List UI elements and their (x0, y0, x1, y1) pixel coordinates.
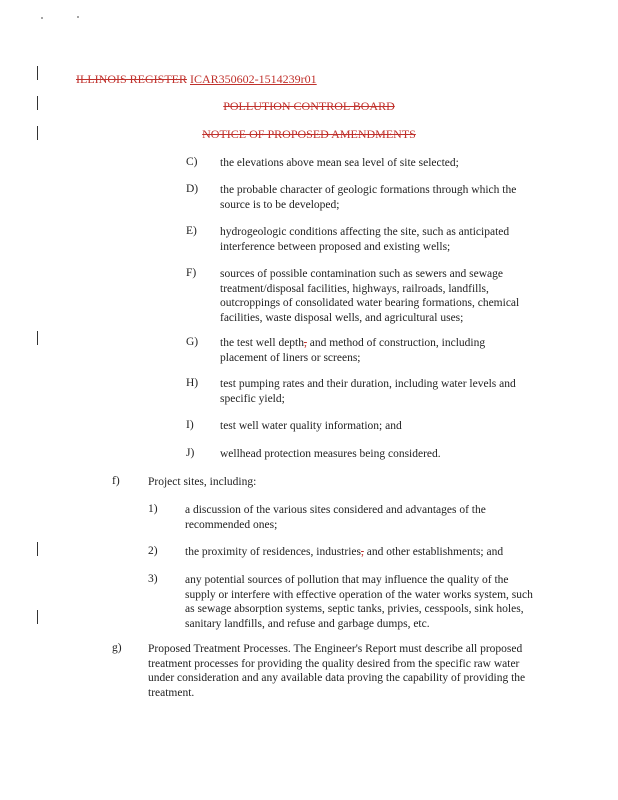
register-header (76, 72, 317, 87)
deleted-comma: , (360, 546, 364, 558)
board-title: POLLUTION CONTROL BOARD (223, 99, 395, 113)
item-text: the elevations above mean sea level of site selected; (220, 157, 459, 169)
change-bar (37, 331, 38, 345)
item-text: any potential sources of pollution that may influence the quality of the supply or interfere with effective operation of the water works system, such as sewage absorption systems, septic tanks, privies, cesspools, sink holes, sanitary landfills, and refuse and garbage dumps, etc. (185, 574, 533, 630)
section-text: Proposed Treatment Processes. The Engineer's Report must describe all proposed treatment processes for providing the quality desired from the specific raw water under consideration and any available data proving the capability of providing the treatment. (148, 643, 526, 699)
item-label: E) (186, 225, 197, 237)
item-label: D) (186, 183, 199, 195)
item-label: I) (186, 419, 194, 431)
deleted-comma: , (304, 337, 307, 349)
item-label: G) (186, 336, 199, 348)
item-text: test well water quality information; and (220, 420, 402, 432)
item-text-part: and method of construction, including placement of liners or screens; (220, 337, 486, 364)
item-label: 2) (148, 545, 158, 557)
item-text: a discussion of the various sites considered and advantages of the recommended ones; (185, 504, 486, 531)
scan-speck (41, 17, 43, 19)
item-text: sources of possible contamination such as sewers and sewage treatment/disposal facilities, highways, railroads, landfills, outcroppings of consolidated water bearing formations, chemical facilities, waste disposal wells, and agricultural uses; (220, 268, 520, 324)
section-label: g) (112, 642, 122, 654)
item-text (185, 545, 530, 560)
item-text: the probable character of geologic formations through which the source is to be developed; (220, 184, 517, 211)
notice-title: NOTICE OF PROPOSED AMENDMENTS (202, 127, 416, 141)
register-struck: ILLINOIS REGISTER (76, 72, 187, 86)
scan-speck (77, 16, 79, 18)
change-bar (37, 66, 38, 80)
item-text: wellhead protection measures being considered. (220, 448, 441, 460)
item-label: C) (186, 156, 198, 168)
item-label: F) (186, 267, 197, 279)
register-inserted: ICAR350602-1514239r01 (190, 72, 317, 86)
item-text-part: the proximity of residences, industries (185, 546, 361, 558)
change-bar (37, 610, 38, 624)
item-text: test pumping rates and their duration, including water levels and specific yield; (220, 378, 516, 405)
section-title: Project sites, including: (148, 476, 257, 488)
section-label: f) (112, 475, 120, 487)
item-text-part: and other establishments; and (363, 546, 504, 558)
item-text-part: the test well depth (220, 337, 304, 349)
item-label: H) (186, 377, 199, 389)
item-text (220, 336, 510, 365)
item-label: 1) (148, 503, 158, 515)
item-text: hydrogeologic conditions affecting the site, such as anticipated interference between proposed and existing wells; (220, 226, 510, 253)
item-label: J) (186, 447, 195, 459)
change-bar (37, 542, 38, 556)
item-label: 3) (148, 573, 158, 585)
